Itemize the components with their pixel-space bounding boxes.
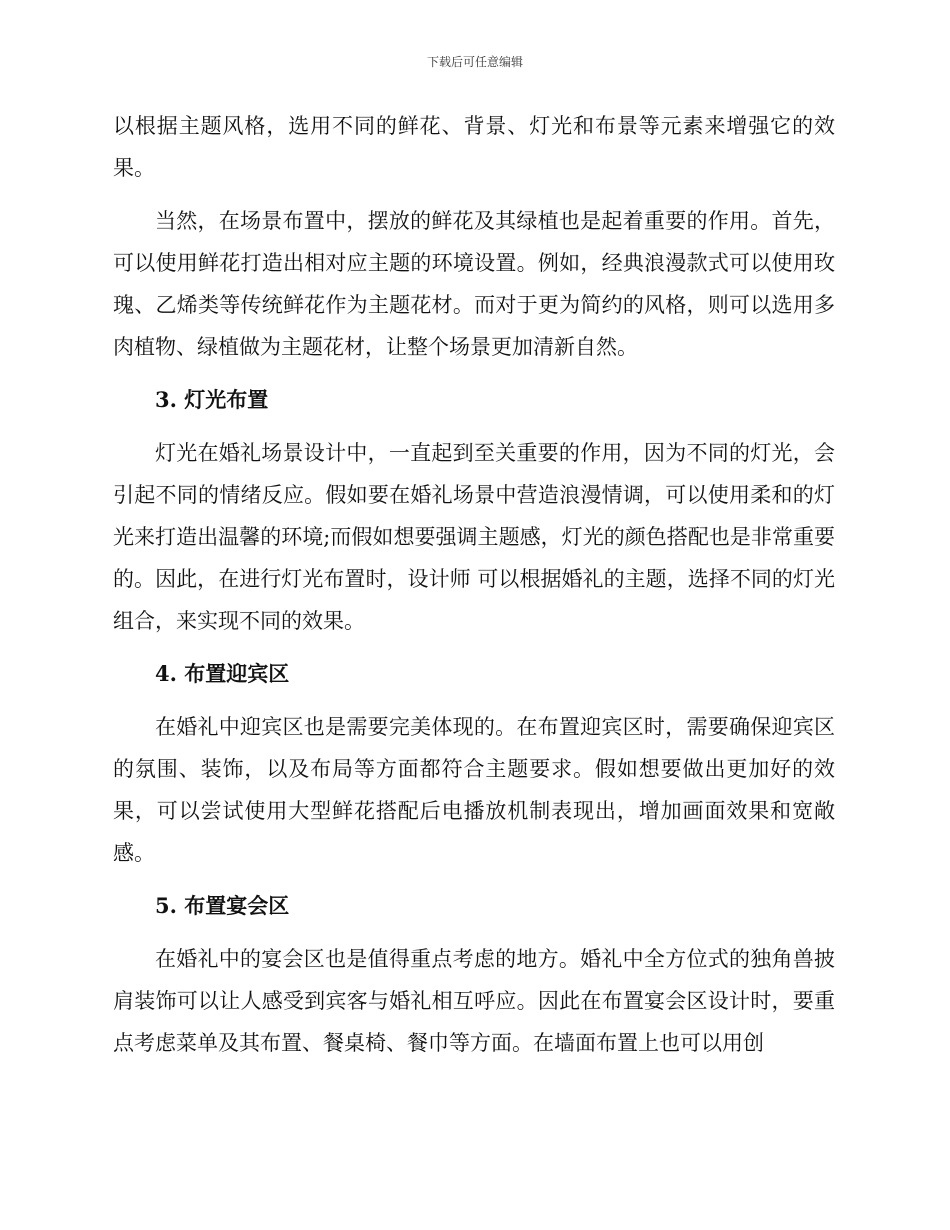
heading-banquet-area: 5. 布置宴会区 [155,893,290,918]
heading-welcome-area: 4. 布置迎宾区 [155,661,290,686]
paragraph-continuation: 以根据主题风格，选用不同的鲜花、背景、灯光和布景等元素来增强它的效果。 [113,114,835,180]
paragraph-lighting: 灯光在婚礼场景设计中，一直起到至关重要的作用，因为不同的灯光，会引起不同的情绪反应。假如要在婚礼场景中营造浪漫情调，可以使用柔和的灯光来打造出温馨的环境;而假如想要强调主题感，灯光的颜色搭配也是非常重要的。因此，在进行灯光布置时，设计师 可以根据婚礼的主题，选择不同的灯光组合，来实现不同的效果。 [113,441,835,633]
document-body [113,105,835,1064]
heading-lighting: 3. 灯光布置 [155,387,269,412]
page-header: 下载后可任意编辑 [426,55,523,69]
paragraph-banquet-area: 在婚礼中的宴会区也是值得重点考虑的地方。婚礼中全方位式的独角兽披肩装饰可以让人感受到宾客与婚礼相互呼应。因此在布置宴会区设计时，要重点考虑菜单及其布置、餐桌椅、餐巾等方面。在墙面布置上也可以用创 [113,947,835,1055]
paragraph-welcome-area: 在婚礼中迎宾区也是需要完美体现的。在布置迎宾区时，需要确保迎宾区的氛围、装饰，以及布局等方面都符合主题要求。假如想要做出更加好的效果，可以尝试使用大型鲜花搭配后电播放机制表现出，增加画面效果和宽敞感。 [113,715,835,865]
paragraph-flowers: 当然，在场景布置中，摆放的鲜花及其绿植也是起着重要的作用。首先，可以使用鲜花打造出相对应主题的环境设置。例如，经典浪漫款式可以使用玫瑰、乙烯类等传统鲜花作为主题花材。而对于更为简约的风格，则可以选用多肉植物、绿植做为主题花材，让整个场景更加清新自然。 [113,209,835,359]
